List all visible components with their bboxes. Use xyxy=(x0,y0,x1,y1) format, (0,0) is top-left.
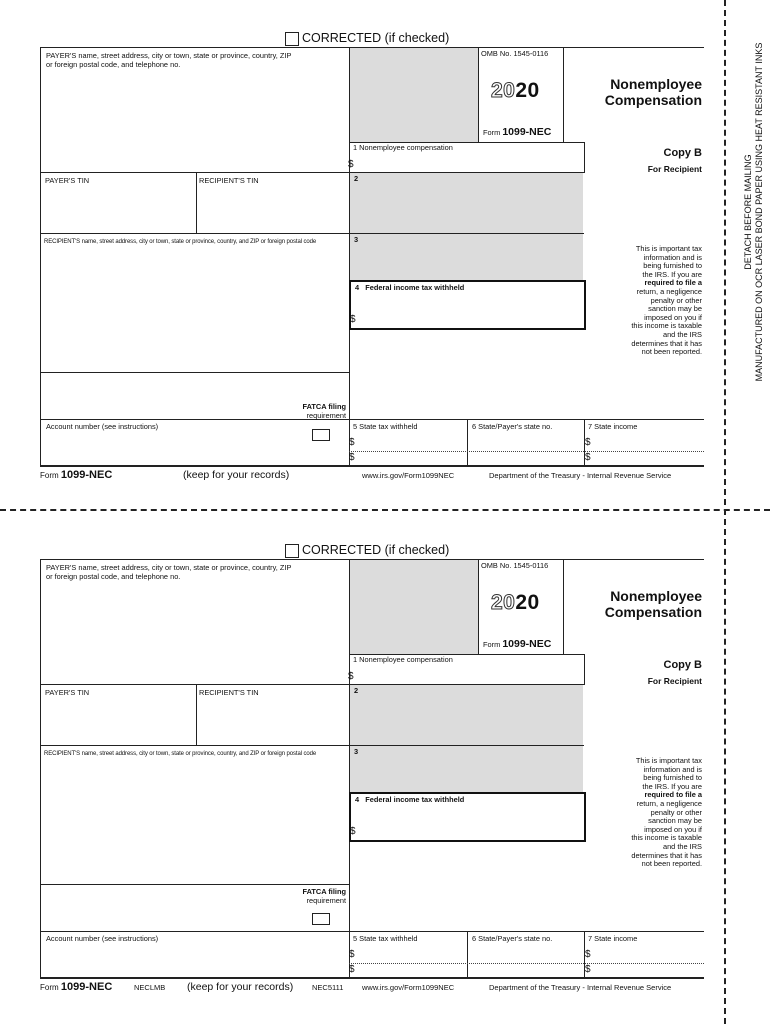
shaded-box2 xyxy=(349,172,583,233)
state-dotted-line xyxy=(349,963,704,964)
box5-dollar-2[interactable]: $ xyxy=(349,964,355,975)
tax-year xyxy=(491,79,540,103)
shaded-box2 xyxy=(349,684,583,745)
fatca-checkbox[interactable] xyxy=(312,913,330,925)
rule xyxy=(40,977,704,979)
tax-year-prefix: 20 xyxy=(491,79,516,102)
rule xyxy=(40,47,41,466)
tax-year-suffix: 20 xyxy=(515,79,540,102)
side-line2: MANUFACTURED ON OCR LASER BOND PAPER USING HEAT RESISTANT INKS xyxy=(754,42,764,382)
tax-year xyxy=(491,591,540,615)
corrected-label: CORRECTED (if checked) xyxy=(302,543,450,557)
recipient-tin-label: RECIPIENT'S TIN xyxy=(199,688,259,697)
notice-line: being furnished to xyxy=(643,261,702,271)
box7-dollar-1[interactable]: $ xyxy=(585,949,591,960)
form-number-label xyxy=(483,640,551,650)
box4-number: 4 xyxy=(355,283,360,292)
notice-line: the IRS. If you are xyxy=(642,269,702,279)
tax-year-prefix: 20 xyxy=(491,591,516,614)
form-title-line2: Compensation xyxy=(604,92,702,108)
box7-dollar-2[interactable]: $ xyxy=(585,452,591,463)
fatca-line2: requirement xyxy=(306,895,346,905)
box1-label: 1 Nonemployee compensation xyxy=(353,655,453,664)
rule xyxy=(478,47,479,142)
side-line1: DETACH BEFORE MAILING xyxy=(743,154,753,270)
box4-label xyxy=(355,284,464,293)
box4-dollar[interactable]: $ xyxy=(350,826,356,837)
notice-line: and the IRS xyxy=(662,841,702,851)
notice-line: not been reported. xyxy=(641,347,702,357)
recipient-name-label: RECIPIENT'S name, street address, city or town, state or province, country, and ZIP or foreign postal code xyxy=(44,239,317,245)
recipient-tin-label: RECIPIENT'S TIN xyxy=(199,176,259,185)
notice-line: This is important tax xyxy=(635,244,702,253)
form-word: Form xyxy=(483,128,501,137)
corrected-label: CORRECTED (if checked) xyxy=(302,31,450,45)
box4-text: Federal income tax withheld xyxy=(365,795,465,804)
rule xyxy=(349,559,350,978)
notice-line: penalty or other xyxy=(650,295,702,305)
form-title-line1: Nonemployee xyxy=(610,76,702,92)
box5-dollar-1[interactable]: $ xyxy=(349,949,355,960)
box5-dollar-1[interactable]: $ xyxy=(349,437,355,448)
rule xyxy=(40,745,584,746)
rule xyxy=(40,47,704,48)
footer-form-number: 1099-NEC xyxy=(60,469,113,481)
shaded-box3 xyxy=(349,233,583,280)
box4-number: 4 xyxy=(355,795,360,804)
footer-keep: (keep for your records) xyxy=(183,469,290,481)
footer-url: www.irs.gov/Form1099NEC xyxy=(362,471,455,480)
box2-label: 2 xyxy=(354,174,359,183)
detach-vertical-dashed-line xyxy=(724,0,726,1024)
box5-label: 5 State tax withheld xyxy=(353,422,418,431)
rule xyxy=(40,419,704,420)
detach-dashed-line xyxy=(0,509,770,511)
notice-line: determines that it has xyxy=(631,338,702,348)
side-text xyxy=(743,12,765,412)
notice-line: information and is xyxy=(643,764,702,774)
rule xyxy=(40,884,349,885)
omb-label: OMB No. 1545-0116 xyxy=(481,561,549,570)
notice-line: This is important tax xyxy=(635,756,702,765)
notice-line: this income is taxable xyxy=(631,321,702,331)
footer-form-word: Form xyxy=(40,983,59,992)
notice-line: the IRS. If you are xyxy=(642,781,702,791)
box1-dollar[interactable]: $ xyxy=(348,159,354,170)
rule xyxy=(40,559,704,560)
notice-line: information and is xyxy=(643,252,702,262)
box4-text: Federal income tax withheld xyxy=(365,283,465,292)
notice-line: not been reported. xyxy=(641,859,702,869)
rule xyxy=(40,172,584,173)
payer-name-label: PAYER'S name, street address, city or town, state or province, country, ZIP xyxy=(46,563,292,572)
payer-tin-label: PAYER'S TIN xyxy=(45,688,90,697)
notice-line: required to file a xyxy=(644,790,702,800)
rule xyxy=(40,931,704,932)
box3-label: 3 xyxy=(354,235,359,244)
fatca-line1: FATCA filing xyxy=(302,402,346,411)
form-title-line1: Nonemployee xyxy=(610,588,702,604)
footer-dept: Department of the Treasury - Internal Revenue Service xyxy=(489,471,672,480)
rule xyxy=(196,684,197,745)
notice-line: sanction may be xyxy=(648,816,702,826)
rule xyxy=(584,142,585,173)
payer-name-label: PAYER'S name, street address, city or town, state or province, country, ZIP xyxy=(46,51,292,60)
box1-label: 1 Nonemployee compensation xyxy=(353,143,453,152)
corrected-checkbox[interactable] xyxy=(285,544,299,558)
payer-tin-label: PAYER'S TIN xyxy=(45,176,90,185)
notice-line: required to file a xyxy=(644,278,702,288)
rule xyxy=(478,559,479,654)
footer-form-word: Form xyxy=(40,471,59,480)
tax-year-suffix: 20 xyxy=(515,591,540,614)
footer-dept: Department of the Treasury - Internal Revenue Service xyxy=(489,983,672,992)
form-title-line2: Compensation xyxy=(604,604,702,620)
notice-line: being furnished to xyxy=(643,773,702,783)
form-footer xyxy=(40,981,704,993)
box1-dollar[interactable]: $ xyxy=(348,671,354,682)
rule xyxy=(40,465,704,467)
recipient-name-label: RECIPIENT'S name, street address, city or town, state or province, country, and ZIP or foreign postal code xyxy=(44,751,317,757)
footer-form-number: 1099-NEC xyxy=(60,981,113,993)
box5-dollar-2[interactable]: $ xyxy=(349,452,355,463)
box7-dollar-1[interactable]: $ xyxy=(585,437,591,448)
rule xyxy=(584,654,585,685)
form-footer xyxy=(40,469,704,481)
box3-label: 3 xyxy=(354,747,359,756)
footer-code1: NECLMB xyxy=(134,983,166,992)
rule xyxy=(349,47,350,466)
fatca-label xyxy=(290,403,346,420)
box2-label: 2 xyxy=(354,686,359,695)
fatca-checkbox[interactable] xyxy=(312,429,330,441)
shaded-area-top xyxy=(349,560,478,654)
rule xyxy=(467,931,468,978)
payer-name-label-2: or foreign postal code, and telephone no. xyxy=(46,60,181,69)
recipient-notice xyxy=(590,757,702,869)
omb-label: OMB No. 1545-0116 xyxy=(481,49,549,58)
account-number-label: Account number (see instructions) xyxy=(46,422,159,431)
rule xyxy=(40,559,41,978)
for-recipient-label: For Recipient xyxy=(647,164,702,174)
fatca-line1: FATCA filing xyxy=(302,887,346,896)
box7-label: 7 State income xyxy=(588,422,638,431)
recipient-notice xyxy=(590,245,702,357)
notice-line: this income is taxable xyxy=(631,833,702,843)
box5-label: 5 State tax withheld xyxy=(353,934,418,943)
fatca-label xyxy=(290,888,346,905)
notice-line: imposed on you if xyxy=(644,312,702,322)
footer-url: www.irs.gov/Form1099NEC xyxy=(362,983,455,992)
notice-line: determines that it has xyxy=(631,850,702,860)
rule xyxy=(196,172,197,233)
footer-code2: NEC5111 xyxy=(312,983,344,992)
notice-line: return, a negligence xyxy=(636,286,702,296)
rule xyxy=(40,372,349,373)
form-number-label xyxy=(483,128,551,138)
box7-dollar-2[interactable]: $ xyxy=(585,964,591,975)
box7-label: 7 State income xyxy=(588,934,638,943)
notice-line: imposed on you if xyxy=(644,824,702,834)
notice-line: return, a negligence xyxy=(636,798,702,808)
notice-line: penalty or other xyxy=(650,807,702,817)
fatca-line2: requirement xyxy=(306,410,346,420)
rule xyxy=(40,233,584,234)
rule xyxy=(40,684,584,685)
rule xyxy=(467,419,468,466)
box4-dollar[interactable]: $ xyxy=(350,314,356,325)
shaded-box3 xyxy=(349,745,583,792)
notice-line: and the IRS xyxy=(662,329,702,339)
account-number-label: Account number (see instructions) xyxy=(46,934,159,943)
form-number: 1099-NEC xyxy=(502,638,552,650)
state-dotted-line xyxy=(349,451,704,452)
payer-name-label-2: or foreign postal code, and telephone no. xyxy=(46,572,181,581)
corrected-checkbox[interactable] xyxy=(285,32,299,46)
box4-label xyxy=(355,796,464,805)
form-title xyxy=(575,76,702,108)
form-word: Form xyxy=(483,640,501,649)
form-title xyxy=(575,588,702,620)
box6-label: 6 State/Payer's state no. xyxy=(472,934,553,943)
box6-label: 6 State/Payer's state no. xyxy=(472,422,553,431)
for-recipient-label: For Recipient xyxy=(647,676,702,686)
rule xyxy=(563,47,564,142)
copy-b-label: Copy B xyxy=(663,147,702,159)
notice-line: sanction may be xyxy=(648,304,702,314)
rule xyxy=(563,559,564,654)
footer-keep: (keep for your records) xyxy=(187,981,294,993)
form-number: 1099-NEC xyxy=(502,126,552,138)
copy-b-label: Copy B xyxy=(663,659,702,671)
shaded-area-top xyxy=(349,48,478,142)
